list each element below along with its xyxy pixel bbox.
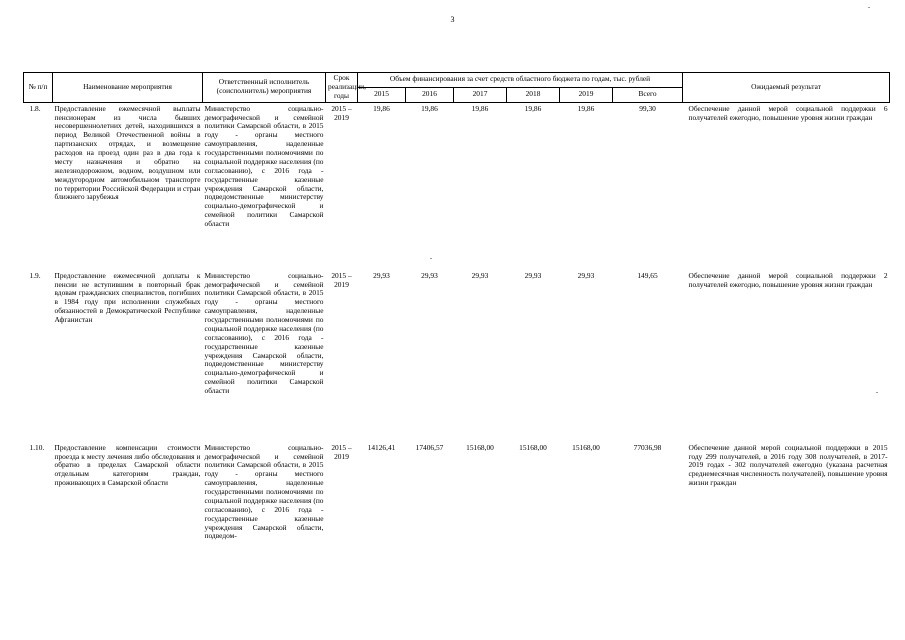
row-value-2017: 15168,00 [466,442,494,452]
header-name: Наименование мероприятия [53,73,203,103]
row-value-2016: 17406,57 [415,442,444,452]
row-value-2017: 19,86 [471,103,489,113]
scan-speck [876,392,878,393]
row-executor: Министерство социально-демографической и семейной политики Самарской области, в 2015 году - органы местного самоуправления, наделенные государственными полномочиями по социальной поддержке населения (по согласованию), с 2016 года - государственные казенные учреждения Самарской области, подведомственные министерству социально-демографической и семейной политики Самарской области [204,270,324,395]
row-num: 1.10. [29,442,45,452]
table-row [24,270,890,442]
row-value-2015: 29,93 [373,270,390,280]
row-value-total: 77036,98 [633,442,662,452]
row-term: 2015 – 2019 [331,270,352,289]
row-value-2018: 19,86 [524,103,542,113]
header-year-total: Всего [613,87,683,102]
header-row-top [24,73,890,88]
row-term: 2015 – 2019 [331,442,352,461]
row-value-2018: 15168,00 [519,442,547,452]
header-executor: Ответственный исполнитель (соисполнитель) мероприятия [203,73,326,103]
table-row [24,102,890,270]
header-num: № п/п [24,73,53,103]
table-row [24,442,890,594]
header-year-2015: 2015 [358,87,406,102]
row-result: Обеспечение данной мерой социальной поддержки 6 получателей ежегодно, повышение уровня жизни граждан [688,103,888,122]
row-executor: Министерство социально-демографической и семейной политики Самарской области, в 2015 году - органы местного самоуправления, наделенные государственными полномочиями по социальной поддержке населения (по согласованию), с 2016 года - государственные казенные учреждения Самарской области, подведом- [204,442,324,541]
header-result: Ожидаемый результат [683,73,890,103]
row-value-2017: 29,93 [471,270,489,280]
header-year-2016: 2016 [406,87,454,102]
row-value-2015: 14126,41 [367,442,396,452]
header-year-2017: 2017 [454,87,507,102]
row-num: 1.9. [29,270,41,280]
scan-speck [430,258,432,259]
row-result: Обеспечение данной мерой социальной поддержки 2 получателей ежегодно, повышение уровня жизни граждан [688,270,888,289]
row-name: Предоставление компенсации стоимости проезда к месту лечения либо обследования и обратно в пределах Самарской области отдельным категориям граждан, проживающих в Самарской области [54,442,201,488]
row-name: Предоставление ежемесячной выплаты пенсионерам из числа бывших несовершеннолетних детей, находившихся в период Великой Отечественной войны в партизанских отрядах, и возмещение расходов на проезд один раз в два года к месту назначения и обратно на железнодорожном, водном, воздушном или междугородном автомобильном транспорте по территории Российской Федерации и стран ближнего зарубежья [54,103,201,202]
row-value-total: 99,30 [639,103,656,113]
row-value-2019: 29,93 [577,270,595,280]
row-value-2016: 29,93 [421,270,438,280]
row-executor: Министерство социально-демографической и семейной политики Самарской области, в 2015 году - органы местного самоуправления, наделенные государственными полномочиями по социальной поддержке населения (по согласованию), с 2016 года - государственные казенные учреждения Самарской области, подведомственные министерству социально-демографической и семейной политики Самарской области [204,103,324,228]
row-name: Предоставление ежемесячной доплаты к пенсии не вступившим в повторный брак вдовам гражданских специалистов, погибших в 1984 году при исполнении служебных обязанностей в Демократической Республике Афганистан [54,270,201,324]
row-result: Обеспечение данной мерой социальной поддержки в 2015 году 299 получателей, в 2016 году 308 получателей, в 2017-2019 годах - 302 получателей ежегодно (указана расчетная среднемесячная численность получателей), повышение уровня жизни граждан [688,442,888,488]
scan-speck [868,7,870,8]
program-table [23,72,890,594]
header-year-2019: 2019 [560,87,613,102]
header-funding: Объем финансирования за счет средств областного бюджета по годам, тыс. рублей [358,73,683,88]
header-year-2018: 2018 [507,87,560,102]
row-value-total: 149,65 [637,270,658,280]
row-value-2019: 19,86 [577,103,595,113]
row-value-2015: 19,86 [373,103,390,113]
row-value-2019: 15168,00 [572,442,600,452]
header-term: Срок реализации, годы [326,73,358,103]
row-num: 1.8. [29,103,41,113]
row-value-2018: 29,93 [524,270,542,280]
row-value-2016: 19,86 [421,103,438,113]
page-number: 3 [450,15,455,24]
row-term: 2015 – 2019 [331,103,352,122]
